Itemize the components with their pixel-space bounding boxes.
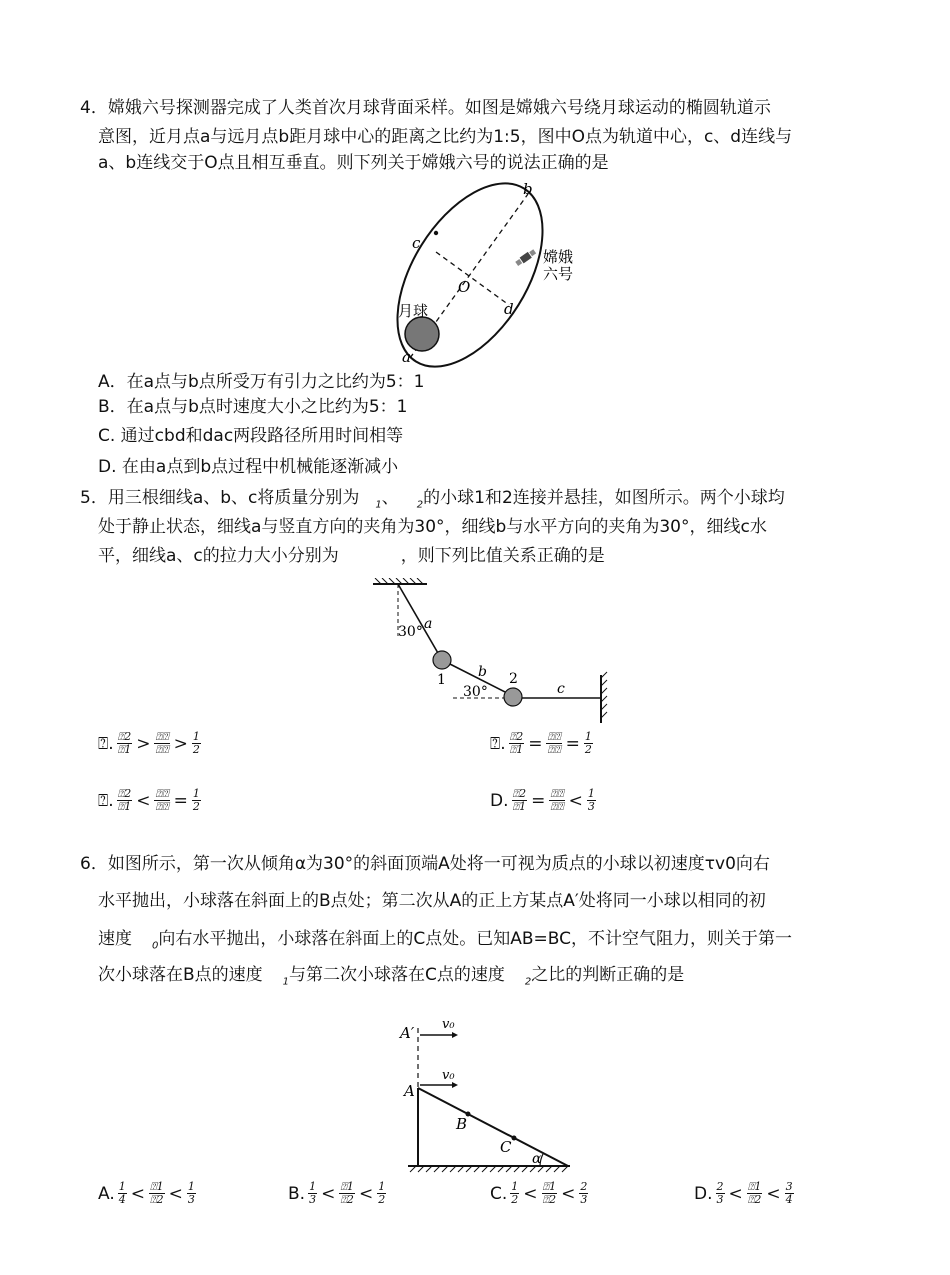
q4-stem-line-3: a、b连线交于O点且相互垂直。则下列关于嫦娥六号的说法正确的是: [98, 153, 609, 173]
q6-incline-figure: [390, 1008, 590, 1178]
q6-option-d[interactable]: D. $\frac{2}{3}$ < $\frac{⍰1}{⍰2}$ < $\frac{3}{4}$: [694, 1180, 793, 1206]
q5-stem-line-1: 5．用三根细线a、b、c将质量分别为 $_1$、 $_2$的小球1和2连接并悬挂，如图所示。两个小球均: [80, 488, 785, 511]
incline: [418, 1088, 568, 1166]
q4-option-b[interactable]: B．在a点与b点时速度大小之比约为5：1: [98, 397, 408, 417]
ball-2: [504, 688, 522, 706]
q4-option-c[interactable]: C. 通过cbd和dac两段路径所用时间相等: [98, 426, 404, 446]
probe-label-1: 嫦娥: [543, 248, 574, 266]
label-c: c: [412, 234, 421, 252]
q5-option-c[interactable]: ⍰. $\frac{⍰2}{⍰1}$ < $\frac{⍰⍰}{⍰⍰}$ = $\frac{1}{2}$: [98, 787, 200, 813]
label-o: O: [458, 278, 471, 296]
q6-option-c[interactable]: C. $\frac{1}{2}$ < $\frac{⍰1}{⍰2}$ < $\frac{2}{3}$: [490, 1180, 588, 1206]
q5-stem-line-2: 处于静止状态，细线a与竖直方向的夹角为30°，细线b与水平方向的夹角为30°，细线c水: [98, 517, 767, 537]
angle-2-label: 30°: [463, 684, 488, 700]
q4-option-d[interactable]: D. 在由a点到b点过程中机械能逐渐减小: [98, 457, 399, 477]
q6-stem-line-1: 6．如图所示，第一次从倾角α为30°的斜面顶端A处将一可视为质点的小球以初速度τv0向右: [80, 854, 770, 874]
label-b: B: [456, 1115, 468, 1133]
q5-stem-line-3: 平，细线a、c的拉力大小分别为 ，则下列比值关系正确的是: [98, 546, 605, 566]
ball-1: [433, 651, 451, 669]
string-b-label: b: [478, 664, 487, 680]
string-a-label: a: [424, 616, 433, 632]
angle-1-label: 30°: [398, 624, 423, 640]
label-alpha: α: [532, 1151, 542, 1167]
q6-stem-line-3: 速度 $_0$向右水平抛出，小球落在斜面上的C点处。已知AB=BC，不计空气阻力，则关于第一: [98, 929, 793, 952]
moon-circle: [405, 317, 439, 351]
q4-option-a[interactable]: A．在a点与b点所受万有引力之比约为5：1: [98, 372, 425, 392]
probe-label-2: 六号: [543, 265, 574, 283]
q4-stem-line-2: 意图，近月点a与远月点b距月球中心的距离之比约为1:5，图中O点为轨道中心，c、d连线与: [98, 127, 793, 147]
q6-stem-line-4: 次小球落在B点的速度 $_1$与第二次小球落在C点的速度 $_2$之比的判断正确的是: [98, 965, 685, 988]
q6-option-a[interactable]: A. $\frac{1}{4}$ < $\frac{⍰1}{⍰2}$ < $\frac{1}{3}$: [98, 1180, 195, 1206]
q5-option-d[interactable]: D. $\frac{⍰2}{⍰1}$ = $\frac{⍰⍰}{⍰⍰}$ < $\frac{1}{3}$: [490, 787, 595, 813]
string-c-label: c: [557, 681, 565, 697]
q5-hanging-balls-figure: [365, 578, 615, 728]
ball-2-label: 2: [509, 671, 518, 687]
label-c: C: [500, 1138, 512, 1156]
point-c: [512, 1136, 517, 1141]
ball-1-label: 1: [437, 672, 446, 688]
label-a: a: [402, 348, 411, 366]
probe-icon: [515, 248, 537, 266]
label-a: A: [404, 1082, 415, 1100]
string-a: [398, 584, 442, 660]
v0-label-bottom: v₀: [442, 1068, 455, 1083]
q6-stem-line-2: 水平抛出，小球落在斜面上的B点处；第二次从A的正上方某点A′处将同一小球以相同的初: [98, 891, 766, 911]
label-b: b: [523, 180, 533, 198]
moon-label: 月球: [398, 302, 429, 320]
q4-orbit-figure: [380, 180, 600, 370]
q5-option-a[interactable]: ⍰. $\frac{⍰2}{⍰1}$ > $\frac{⍰⍰}{⍰⍰}$ > $\frac{1}{2}$: [98, 730, 200, 756]
q4-stem-line-1: 4．嫦娥六号探测器完成了人类首次月球背面采样。如图是嫦娥六号绕月球运动的椭圆轨道示: [80, 98, 771, 118]
orbit-point: [434, 231, 438, 235]
label-a-prime: A′: [400, 1024, 415, 1042]
q5-option-b[interactable]: ⍰. $\frac{⍰2}{⍰1}$ = $\frac{⍰⍰}{⍰⍰}$ = $\frac{1}{2}$: [490, 730, 592, 756]
minor-axis: [436, 252, 509, 305]
label-d: d: [504, 300, 514, 318]
v0-label-top: v₀: [442, 1017, 455, 1032]
q6-option-b[interactable]: B. $\frac{1}{3}$ < $\frac{⍰1}{⍰2}$ < $\frac{1}{2}$: [288, 1180, 386, 1206]
